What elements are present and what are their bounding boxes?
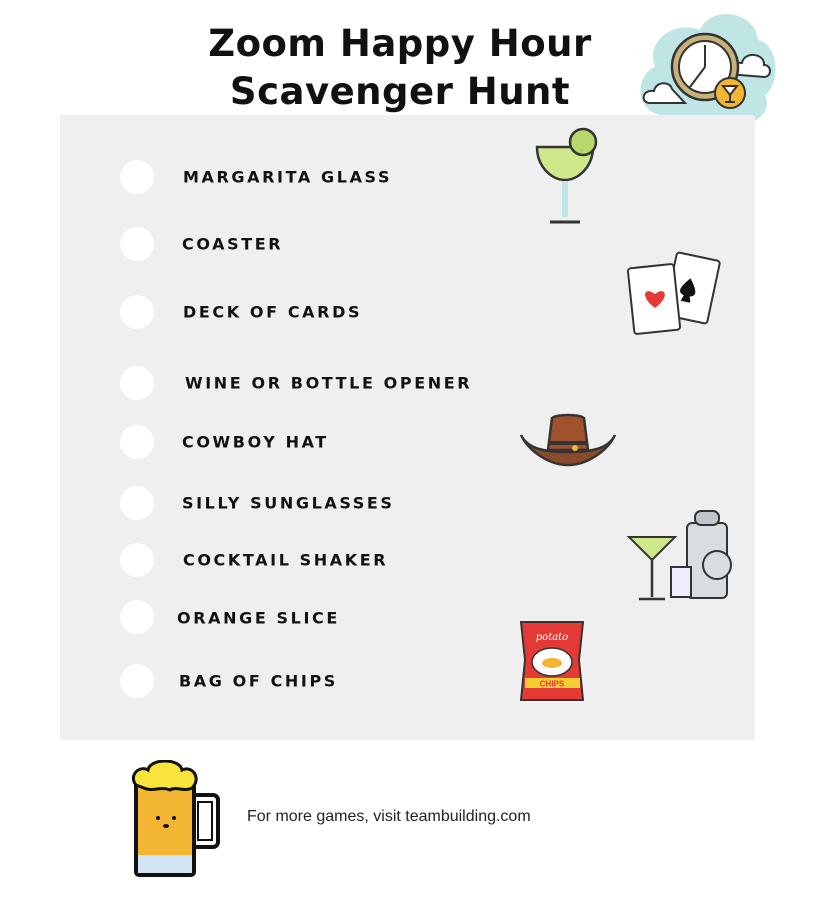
item-label: SILLY SUNGLASSES bbox=[182, 493, 395, 513]
item-label: BAG OF CHIPS bbox=[179, 671, 338, 691]
cowboy-hat-icon bbox=[518, 410, 618, 475]
cocktail-shaker-icon bbox=[625, 505, 740, 605]
bag-of-chips-icon bbox=[515, 618, 590, 703]
checkbox-orange-slice[interactable] bbox=[120, 600, 154, 634]
chips-label-text: CHIPS bbox=[539, 679, 565, 689]
margarita-glass-icon bbox=[530, 125, 605, 230]
checkbox-margarita-glass[interactable] bbox=[120, 160, 154, 194]
checkbox-silly-sunglasses[interactable] bbox=[120, 486, 154, 520]
item-label: WINE OR BOTTLE OPENER bbox=[185, 373, 473, 393]
item-label: MARGARITA GLASS bbox=[183, 167, 393, 187]
checkbox-coaster[interactable] bbox=[120, 227, 154, 261]
checkbox-cowboy-hat[interactable] bbox=[120, 425, 154, 459]
item-label: COCKTAIL SHAKER bbox=[183, 550, 389, 570]
checkbox-wine-opener[interactable] bbox=[120, 366, 154, 400]
checkbox-deck-of-cards[interactable] bbox=[120, 295, 154, 329]
item-label: COWBOY HAT bbox=[182, 432, 329, 452]
checklist-panel bbox=[60, 115, 755, 740]
title-line-2: Scavenger Hunt bbox=[229, 70, 571, 113]
playing-cards-icon bbox=[625, 250, 725, 340]
item-label: COASTER bbox=[182, 234, 284, 254]
title-line-1: Zoom Happy Hour bbox=[208, 22, 592, 65]
item-label: ORANGE SLICE bbox=[177, 608, 340, 628]
checkbox-cocktail-shaker[interactable] bbox=[120, 543, 154, 577]
item-label: DECK OF CARDS bbox=[183, 302, 363, 322]
clock-cloud-icon bbox=[630, 5, 780, 130]
beer-mug-icon bbox=[130, 760, 225, 880]
chips-brand-text: potato bbox=[535, 632, 569, 643]
footer-text: For more games, visit teambuilding.com bbox=[247, 808, 531, 825]
checkbox-bag-of-chips[interactable] bbox=[120, 664, 154, 698]
